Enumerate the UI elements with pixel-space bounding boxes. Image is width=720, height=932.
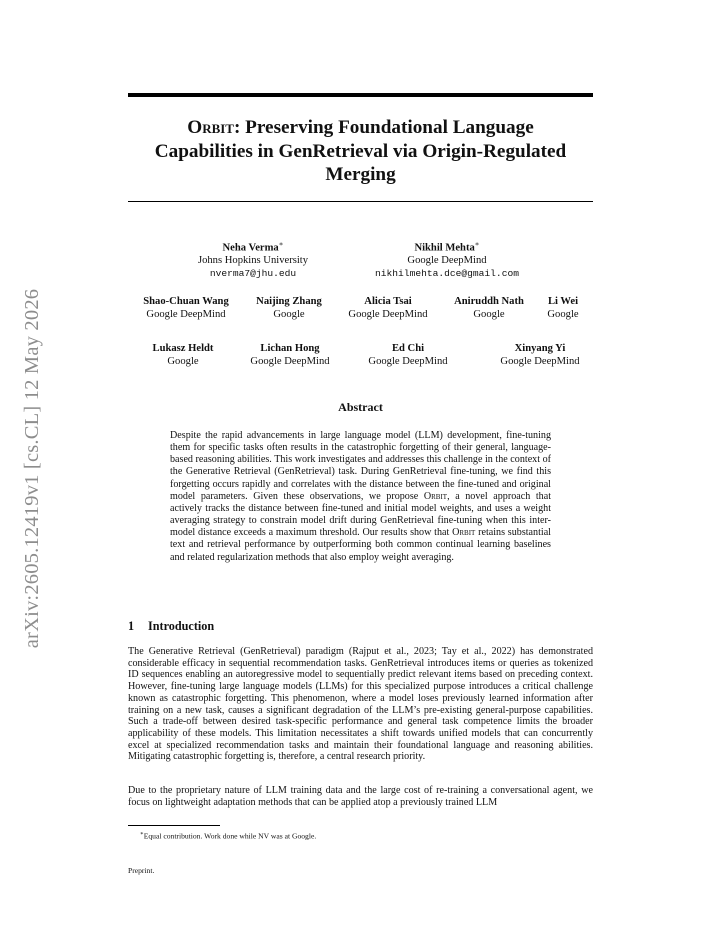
author-name: Li Wei <box>547 296 579 307</box>
author-affiliation: Google <box>473 308 505 320</box>
author-affiliation: Google DeepMind <box>348 308 428 320</box>
section-heading <box>128 619 214 634</box>
author-block <box>250 343 329 368</box>
title-line-2: Capabilities in GenRetrieval via Origin-Regulated <box>154 140 567 162</box>
title-line-3: Merging <box>325 164 396 185</box>
author-affiliation: Google DeepMind <box>368 355 448 367</box>
author-affiliation: Google DeepMind <box>146 308 226 320</box>
abstract-heading: Abstract <box>338 400 383 414</box>
arxiv-stamp-text: arXiv:2605.12419v1 [cs.CL] 12 May 2026 <box>21 288 44 648</box>
author-block <box>256 296 322 321</box>
author-email: nikhilmehta.dce@gmail.com <box>375 267 519 279</box>
title-method-name: Orbit <box>187 117 234 138</box>
title-line-1: : Preserving Foundational Language <box>233 117 534 138</box>
author-name: Neha Verma∗ <box>222 240 284 254</box>
author-block <box>198 238 308 280</box>
author-block <box>153 343 214 368</box>
paper-title <box>128 116 593 187</box>
author-name: Lichan Hong <box>260 343 320 354</box>
author-affiliation: Johns Hopkins University <box>197 255 309 267</box>
author-affiliation: Google DeepMind <box>250 355 330 367</box>
author-name: Shao-Chuan Wang <box>143 296 229 307</box>
author-name: Lukasz Heldt <box>152 343 214 354</box>
arxiv-stamp <box>20 258 46 678</box>
author-affiliation: Google DeepMind <box>500 355 580 367</box>
author-name: Nikhil Mehta∗ <box>414 240 480 254</box>
body-paragraph: Due to the proprietary nature of LLM training data and the large cost of re-training a conversational agent, we focus on lightweight adaptation methods that can be applied atop a previously trained LLM <box>128 785 593 808</box>
section-number: 1 <box>128 619 135 633</box>
author-name: Ed Chi <box>391 343 425 354</box>
author-block <box>547 296 578 321</box>
title-rule-bottom <box>128 201 593 202</box>
author-name: Alicia Tsai <box>364 296 412 307</box>
author-affiliation: Google <box>167 355 199 367</box>
author-name: Aniruddh Nath <box>454 296 524 307</box>
author-block <box>500 343 579 368</box>
author-name: Xinyang Yi <box>514 343 566 354</box>
footnote: ∗Equal contribution. Work done while NV was at Google. <box>140 831 317 841</box>
author-block <box>143 296 228 321</box>
body-paragraph: The Generative Retrieval (GenRetrieval) paradigm (Rajput et al., 2023; Tay et al., 2022) has demonstrated considerable efficacy in sequential recommendation tasks. GenRetrieval introduces items or queries as tokenized ID sequences enabling an autoregressive model to sequentially predict relevant items based on preceding context. However, fine-tuning large language models (LLMs) for this specialized purpose introduces a critical challenge known as catastrophic forgetting. This phenomenon, where a model loses previously learned information after training on a new task, causes a significant degradation of the LLM’s pre-existing general-purpose capabilities. Such a trade-off between desired task-specific performance and general task competence limits the broader applicability of these models. This limitation necessitates a shift towards unified models that can concurrently excel at specialized recommendation tasks and maintain their foundational language and reasoning abilities. Mitigating catastrophic forgetting is, therefore, a central research priority. <box>128 646 593 763</box>
author-email: nverma7@jhu.edu <box>209 267 297 279</box>
abstract-text: Despite the rapid advancements in large language model (LLM) development, fine-tuning them for specific tasks often results in the catastrophic forgetting of their general, language-based reasoning abilities. This work investigates and addresses this challenge in the context of the Generative Retrieval (GenRetrieval) task. During GenRetrieval fine-tuning, we find this forgetting occurs rapidly and correlates with the distance between the fine-tuned and original model parameters. Given these observations, we propose Orbit, a novel approach that actively tracks the distance between fine-tuned and initial model weights, and uses a weight averaging strategy to constrain model drift during GenRetrieval fine-tuning when this inter-model distance exceeds a maximum threshold. Our results show that Orbit retains substantial text and retrieval performance by outperforming both common continual learning baselines and related regularization methods that also employ weight averaging. <box>170 430 551 563</box>
author-block <box>375 238 519 280</box>
author-affiliation: Google DeepMind <box>407 255 487 267</box>
title-rule-top <box>128 93 593 97</box>
author-block <box>454 296 524 321</box>
preprint-label: Preprint. <box>128 866 155 875</box>
author-affiliation: Google <box>273 308 305 320</box>
author-block <box>348 296 427 321</box>
method-name: Orbit <box>452 527 476 539</box>
section-title: Introduction <box>148 619 215 633</box>
author-affiliation: Google <box>547 308 579 320</box>
footnote-rule <box>128 825 220 826</box>
author-name: Naijing Zhang <box>256 296 322 307</box>
method-name: Orbit <box>423 490 448 502</box>
author-block <box>368 343 447 368</box>
